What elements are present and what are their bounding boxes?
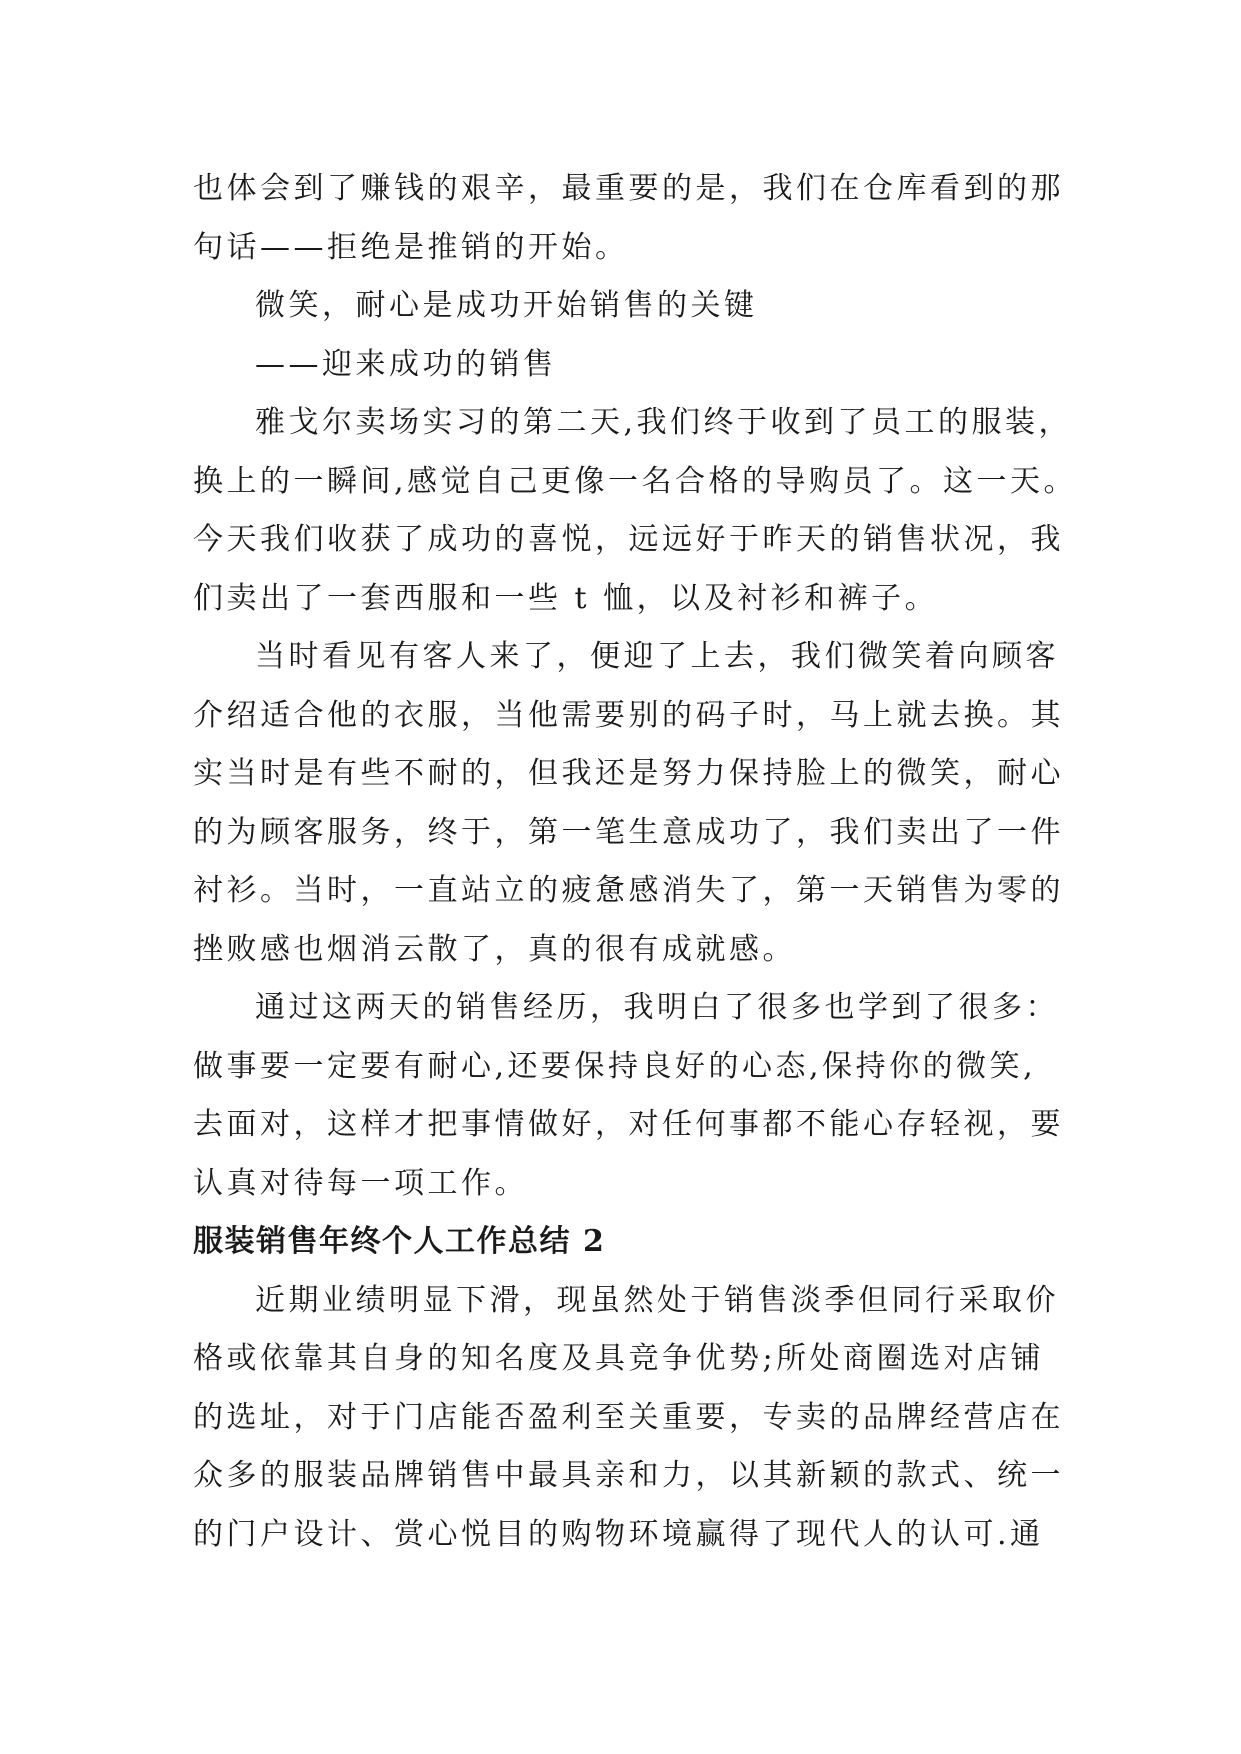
text-line: 实当时是有些不耐的，但我还是努力保持脸上的微笑，耐心 bbox=[193, 756, 1064, 791]
section-title: 服装销售年终个人工作总结 2 bbox=[193, 1224, 606, 1259]
text-line: 的门户设计、赏心悦目的购物环境赢得了现代人的认可.通 bbox=[193, 1516, 1044, 1552]
text-line: 格或依靠其自身的知名度及具竞争优势;所处商圈选对店铺 bbox=[193, 1341, 1045, 1376]
text-line: 也体会到了赚钱的艰辛，最重要的是，我们在仓库看到的那 bbox=[193, 171, 1064, 206]
text-line: 的为顾客服务，终于，第一笔生意成功了，我们卖出了一件 bbox=[193, 814, 1064, 850]
text-line: 们卖出了一套西服和一些 t 恤，以及衬衫和裤子。 bbox=[193, 580, 939, 616]
paragraph bbox=[193, 979, 1064, 1213]
text-line: 句话——拒绝是推销的开始。 bbox=[193, 229, 629, 265]
paragraph bbox=[193, 336, 1053, 395]
text-line: 微笑，耐心是成功开始销售的关键 bbox=[255, 288, 758, 323]
text-line: 去面对，这样才把事情做好，对任何事都不能心存轻视，要 bbox=[193, 1107, 1064, 1142]
text-line: 众多的服装品牌销售中最具亲和力，以其新颖的款式、统一 bbox=[193, 1458, 1064, 1493]
text-line: 今天我们收获了成功的喜悦，远远好于昨天的销售状况，我 bbox=[193, 522, 1064, 557]
document-page bbox=[193, 160, 1078, 1564]
text-line: 雅戈尔卖场实习的第二天,我们终于收到了员工的服装， bbox=[255, 405, 1073, 440]
text-line: 介绍适合他的衣服，当他需要别的码子时，马上就去换。其 bbox=[193, 697, 1064, 733]
text-line: 挫败感也烟消云散了，真的很有成就感。 bbox=[193, 931, 796, 967]
paragraph bbox=[193, 277, 1053, 336]
text-line: 的选址，对于门店能否盈利至关重要，专卖的品牌经营店在 bbox=[193, 1399, 1064, 1435]
paragraph bbox=[193, 1272, 1064, 1565]
text-line: ——迎来成功的销售 bbox=[255, 346, 557, 382]
paragraph bbox=[193, 394, 1078, 628]
text-line: 认真对待每一项工作。 bbox=[193, 1165, 528, 1201]
text-line: 做事要一定要有耐心,还要保持良好的心态,保持你的微笑, bbox=[193, 1048, 1037, 1084]
paragraph bbox=[193, 628, 1064, 979]
text-line: 衬衫。当时，一直站立的疲惫感消失了，第一天销售为零的 bbox=[193, 873, 1064, 908]
paragraph bbox=[193, 160, 1064, 277]
text-line: 当时看见有客人来了，便迎了上去，我们微笑着向顾客 bbox=[255, 639, 1059, 674]
text-line: 近期业绩明显下滑，现虽然处于销售淡季但同行采取价 bbox=[255, 1282, 1059, 1318]
text-line: 换上的一瞬间,感觉自己更像一名合格的导购员了。这一天。 bbox=[193, 463, 1078, 499]
text-line: 通过这两天的销售经历，我明白了很多也学到了很多： bbox=[255, 990, 1059, 1025]
